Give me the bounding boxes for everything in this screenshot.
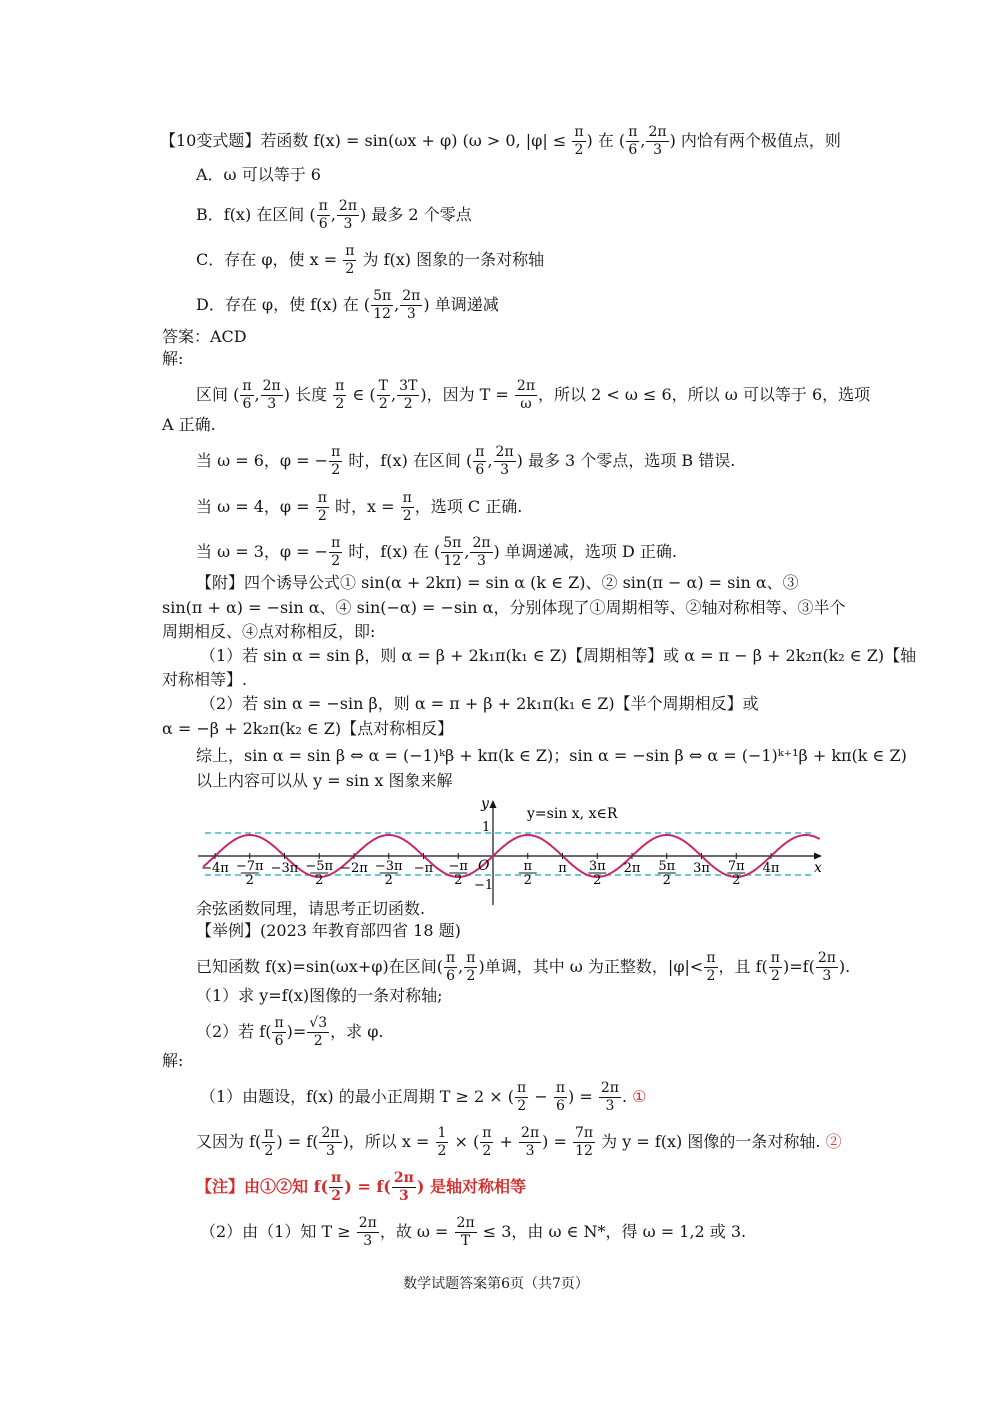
fraction: $\frac{2\pi}{3}$	[495, 444, 514, 478]
problem-stem: 【10变式题】若函数 f(x) = sin(ωx + φ) (ω > 0, |φ| ≤ $\frac{\pi}{2}$ ) 在 ( $\frac{\pi}{6}$ , $\frac{2\pi}{3}$ ) 内恰有两个极值点，则	[160, 124, 841, 158]
tick-label: 2π	[623, 861, 641, 876]
fraction: $\frac{\pi}{6}$	[445, 950, 456, 984]
fraction: $\frac{5\pi}{12}$	[443, 535, 462, 569]
fraction: $\frac{\pi}{2}$	[482, 1125, 492, 1159]
example-tag: 【举例】(2023 年教育部四省 18 题)	[196, 921, 461, 940]
fraction: $\frac{1}{2}$	[437, 1125, 447, 1159]
tick-label: 3π	[693, 861, 710, 876]
fraction: $\frac{2\pi}{3}$	[817, 950, 836, 984]
appendix-line-6: （2）若 sin α = −sin β，则 α = π + β + 2k₁π(k₁ ∈ Z)【半个周期相反】或	[200, 694, 759, 713]
fraction: $\frac{\pi}{6}$	[555, 1080, 566, 1114]
fraction: $\frac{\pi}{2}$	[466, 950, 476, 984]
appendix-line-8: 综上，sin α = sin β ⇔ α = (−1)ᵏβ + kπ(k ∈ Z)；sin α = −sin β ⇔ α = (−1)ᵏ⁺¹β + kπ(k ∈ Z)	[196, 746, 907, 765]
fraction: $\frac{\pi}{6}$	[628, 124, 638, 158]
tick-label: π 2	[523, 859, 533, 888]
appendix-line-7: α = −β + 2k₂π(k₂ ∈ Z)【点对称相反】	[162, 719, 454, 738]
fraction: $\frac{2\pi}{3}$	[472, 535, 491, 569]
fraction: $\frac{2\pi}{3}$	[402, 288, 421, 322]
y-tick-1: 1	[482, 820, 491, 835]
tick-label: 4π	[762, 861, 780, 876]
answer: 答案：ACD	[162, 327, 247, 346]
fraction: $\frac{\pi}{2}$	[331, 535, 341, 569]
option-d: D．存在 φ，使 f(x) 在 ( $\frac{5\pi}{12}$ , $\frac{2\pi}{3}$ ) 单调递减	[196, 288, 499, 322]
fraction: $\frac{\pi}{2}$	[335, 378, 345, 412]
fraction: $\frac{2\pi}{3}$	[321, 1125, 340, 1159]
fraction: $\frac{\pi}{2}$	[331, 444, 341, 478]
x-axis-arrow	[814, 853, 822, 860]
appendix-line-3: 周期相反、④点对称相反，即:	[162, 622, 376, 641]
tick-label: −2π	[340, 861, 368, 876]
example-stem: 已知函数 f(x)=sin(ωx+φ)在区间( $\frac{\pi}{6}$ , $\frac{\pi}{2}$ )单调，其中 ω 为正整数，|φ|< $\frac{\pi}{2}$ ，且 f( $\frac{\pi}{2}$ )=f( $\frac{2\pi}{3}$ ).	[196, 950, 851, 984]
problem-tag: 【10变式题】	[160, 131, 261, 150]
page-footer: 数学试题答案第6页（共7页）	[403, 1276, 589, 1292]
x-axis-label: x	[814, 860, 822, 876]
tick-label: 5π 2	[658, 859, 676, 888]
y-axis-label: y	[481, 796, 489, 812]
solution-line-4: 当 ω = 3，φ = − $\frac{\pi}{2}$ 时，f(x) 在 ( $\frac{5\pi}{12}$ , $\frac{2\pi}{3}$ ) 单调递减，选项 D 正确.	[196, 535, 677, 569]
solution-2-line-2: 又因为 f( $\frac{\pi}{2}$ ) = f( $\frac{2\pi}{3}$ )，所以 x = $\frac{1}{2}$ × ( $\frac{\pi}{2}$ + $\frac{2\pi}{3}$ ) = $\frac{7\pi}{12}$ 为 y = f(x) 图像的一条对称轴. ②	[196, 1125, 842, 1159]
tick-label: π	[558, 861, 567, 876]
solution-label: 解:	[162, 349, 184, 368]
appendix-line-4: （1）若 sin α = sin β，则 α = β + 2k₁π(k₁ ∈ Z)【周期相等】或 α = π − β + 2k₂π(k₂ ∈ Z)【轴	[200, 646, 917, 665]
tick-label: −π	[413, 861, 434, 876]
fraction: $\frac{2\pi}{3}$	[338, 198, 358, 232]
origin-label: O	[478, 858, 490, 874]
fraction: $\frac{2\pi}{3}$	[393, 1170, 414, 1204]
solution-2-label: 解:	[162, 1051, 184, 1070]
tick-label: −π 2	[448, 859, 468, 888]
appendix-line-5: 对称相等】.	[162, 670, 248, 689]
fraction: $\frac{2\pi}{\omega}$	[516, 378, 536, 412]
fraction: $\frac{\pi}{2}$	[331, 1170, 342, 1204]
solution-line-1-tail: A 正确.	[162, 415, 216, 434]
fraction: $\frac{\pi}{2}$	[706, 950, 716, 984]
appendix-line-9: 以上内容可以从 y = sin x 图象来解	[196, 771, 453, 790]
appendix-line-2: sin(π + α) = −sin α、④ sin(−α) = −sin α，分别体现了①周期相等、②轴对称相等、③半个	[162, 598, 846, 617]
function-label: y=sin x, x∈R	[527, 806, 618, 822]
appendix-line-1: 【附】四个诱导公式① sin(α + 2kπ) = sin α (k ∈ Z)、② sin(π − α) = sin α、③	[196, 573, 799, 592]
note-box: 【注】由①②知 f( $\frac{\pi}{2}$ ) = f( $\frac{2\pi}{3}$ ) 是轴对称相等	[196, 1170, 527, 1204]
solution-2-line-1: （1）由题设，f(x) 的最小正周期 T ≥ 2 × ( $\frac{\pi}{2}$ − $\frac{\pi}{6}$ ) = $\frac{2\pi}{3}$ . ①	[200, 1080, 647, 1114]
fraction: $\frac{2\pi}{T}$	[456, 1215, 475, 1249]
y-axis-arrow	[490, 800, 497, 808]
tick-label: −3π 2	[374, 859, 403, 888]
example-question-2: （2）若 f( $\frac{\pi}{6}$ )= $\frac{√3}{2}$ ，求 φ.	[196, 1015, 384, 1049]
fraction: $\frac{2\pi}{3}$	[521, 1125, 540, 1159]
tick-label: −3π	[270, 861, 299, 876]
solution-2-line-3: （2）由（1）知 T ≥ $\frac{2\pi}{3}$ ，故 ω = $\frac{2\pi}{T}$ ≤ 3，由 ω ∈ N*，得 ω = 1,2 或 3.	[200, 1215, 747, 1249]
fraction: $\frac{√3}{2}$	[309, 1015, 328, 1049]
tick-label: −7π 2	[235, 859, 264, 888]
fraction: $\frac{2\pi}{3}$	[262, 378, 281, 412]
fraction: $\frac{\pi}{2}$	[345, 243, 355, 277]
option-b: B．f(x) 在区间 ( $\frac{\pi}{6}$ , $\frac{2\pi}{3}$ ) 最多 2 个零点	[196, 198, 472, 232]
fraction: $\frac{\pi}{2}$	[317, 490, 327, 524]
fraction: $\frac{2\pi}{3}$	[358, 1215, 377, 1249]
circled-two: ②	[825, 1132, 842, 1151]
sine-curve	[203, 835, 820, 877]
tick-labels	[201, 859, 780, 888]
option-c: C．存在 φ，使 x = $\frac{\pi}{2}$ 为 f(x) 图象的一条对称轴	[196, 243, 545, 277]
fraction: $\frac{\pi}{2}$	[574, 124, 584, 158]
fraction: $\frac{7\pi}{12}$	[574, 1125, 594, 1159]
fraction: $\frac{T}{2}$	[378, 378, 388, 412]
fraction: $\frac{\pi}{2}$	[770, 950, 780, 984]
fraction: $\frac{\pi}{2}$	[264, 1125, 274, 1159]
fraction: $\frac{\pi}{6}$	[475, 444, 485, 478]
y-tick-neg-1: −1	[474, 878, 494, 893]
fraction: $\frac{\pi}{2}$	[402, 490, 412, 524]
tick-marks	[215, 853, 771, 859]
fraction: $\frac{\pi}{6}$	[318, 198, 328, 232]
solution-line-2: 当 ω = 6，φ = − $\frac{\pi}{2}$ 时，f(x) 在区间 ( $\frac{\pi}{6}$ , $\frac{2\pi}{3}$ ) 最多 3 个零点，选项 B 错误.	[196, 444, 736, 478]
tick-label: 7π 2	[727, 859, 745, 888]
fraction: $\frac{\pi}{6}$	[274, 1015, 284, 1049]
fraction: $\frac{5\pi}{12}$	[373, 288, 392, 322]
tick-label: −4π	[201, 861, 229, 876]
tick-label: −5π 2	[305, 859, 334, 888]
tick-label: 3π 2	[588, 859, 606, 888]
example-question-1: （1）求 y=f(x)图像的一条对称轴;	[196, 986, 443, 1005]
circled-one: ①	[632, 1087, 647, 1106]
option-a: A．ω 可以等于 6	[196, 165, 321, 184]
cosine-note: 余弦函数同理，请思考正切函数.	[196, 899, 426, 918]
solution-line-3: 当 ω = 4，φ = $\frac{\pi}{2}$ 时，x = $\frac{\pi}{2}$ ，选项 C 正确.	[196, 490, 523, 524]
solution-line-1: 区间 ( $\frac{\pi}{6}$ , $\frac{2\pi}{3}$ ) 长度 $\frac{\pi}{2}$ ∈ ( $\frac{T}{2}$ , $\frac{3T}{2}$ )，因为 T = $\frac{2\pi}{\omega}$ ，所以 2 < ω ≤ 6，所以 ω 可以等于 6，选项	[196, 378, 871, 412]
fraction: $\frac{\pi}{2}$	[517, 1080, 527, 1114]
fraction: $\frac{3T}{2}$	[399, 378, 418, 412]
fraction: $\frac{\pi}{6}$	[242, 378, 252, 412]
fraction: $\frac{2\pi}{3}$	[648, 124, 667, 158]
fraction: $\frac{2\pi}{3}$	[600, 1080, 619, 1114]
